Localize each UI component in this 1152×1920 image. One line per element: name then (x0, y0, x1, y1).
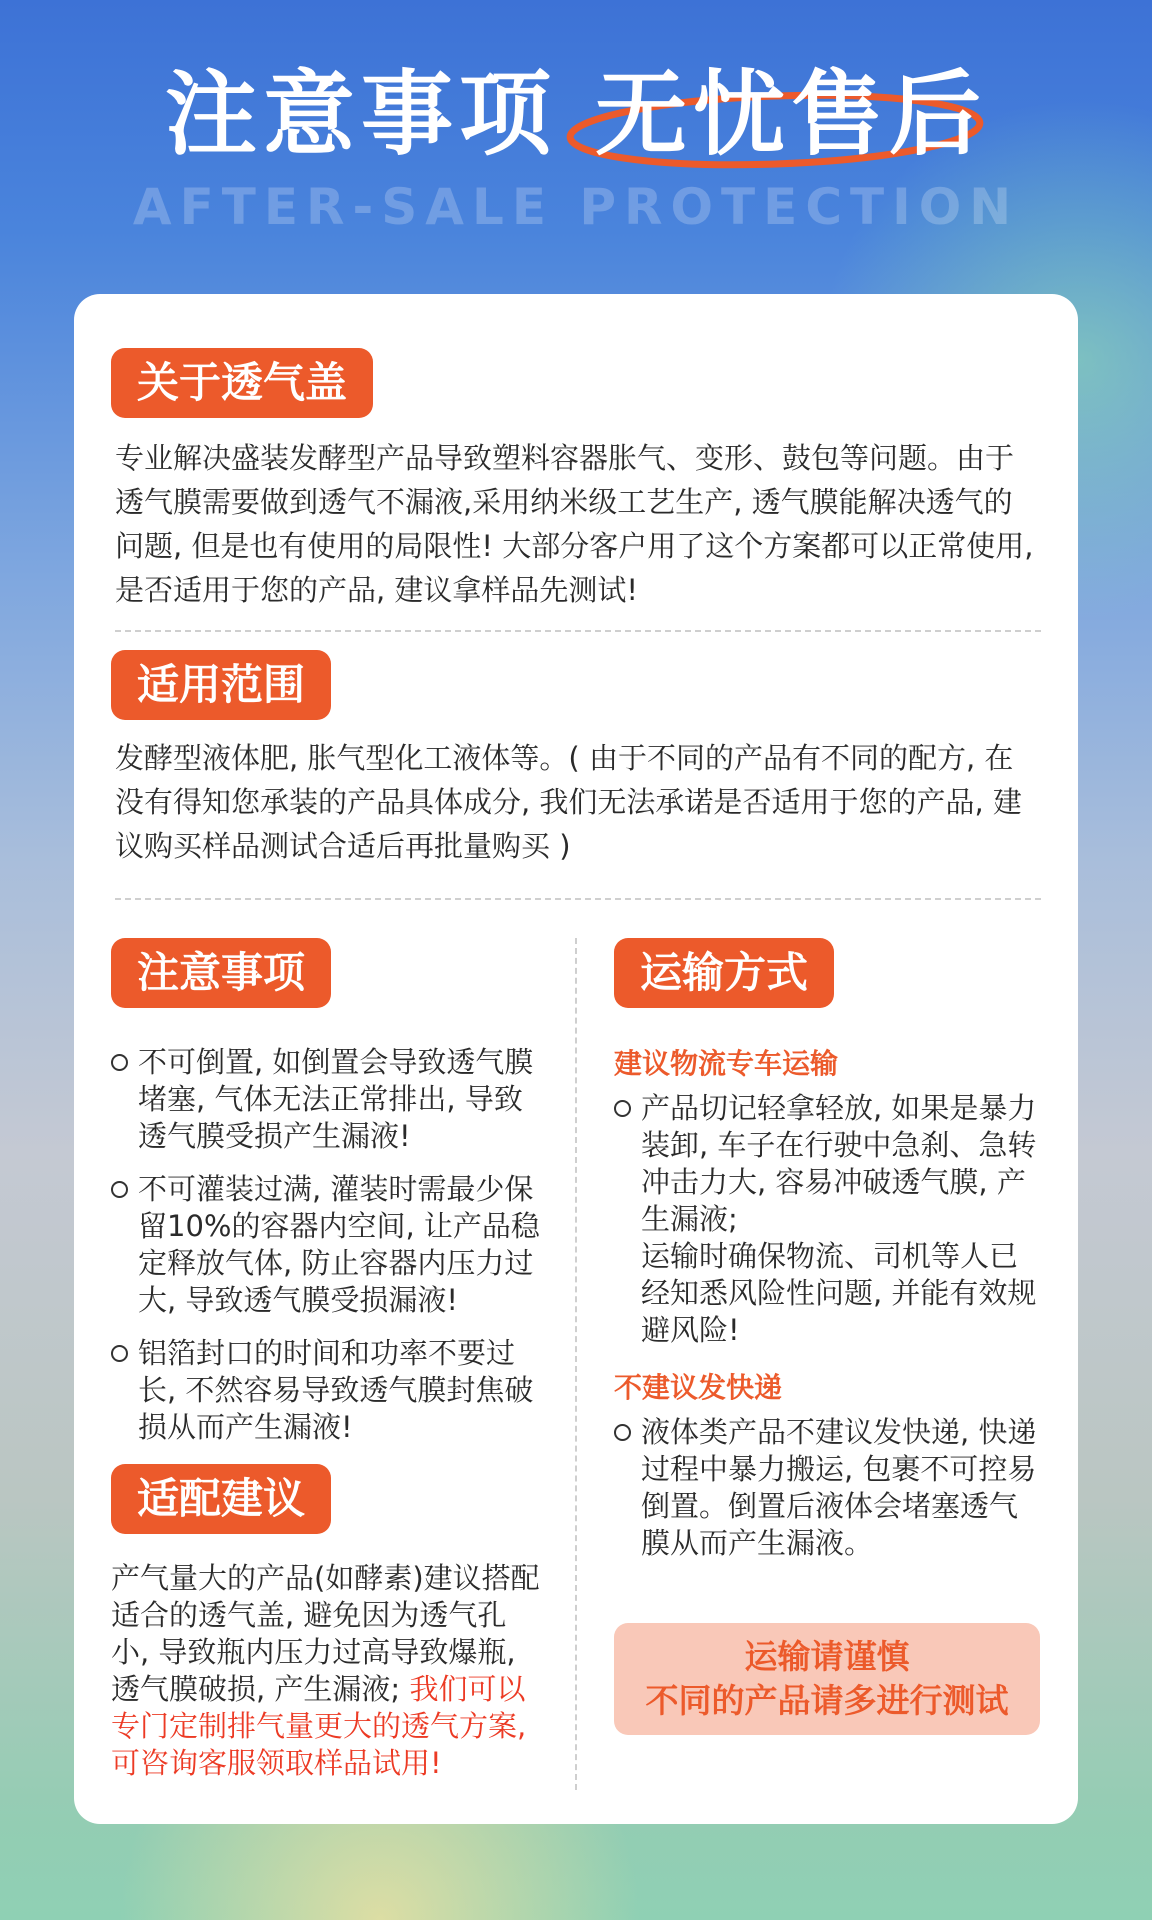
list-item-text: 运输时确保物流、司机等人已经知悉风险性问题, 并能有效规避风险! (641, 1239, 1037, 1347)
list-item-continuation (614, 1238, 1042, 1349)
page-subtitle: AFTER-SALE PROTECTION (132, 178, 1020, 236)
column-divider (575, 938, 577, 1790)
title-highlight-wrap (595, 60, 987, 170)
title-highlight: 无忧售后 (595, 61, 988, 168)
list-item (111, 1044, 543, 1155)
notice-line-1: 运输请谨慎 (744, 1637, 910, 1676)
not-recommend-title: 不建议发快递 (614, 1371, 783, 1404)
circle-bullet-icon (111, 1345, 128, 1362)
content-card (74, 294, 1078, 1824)
list-item (111, 1171, 543, 1319)
recommend-title: 建议物流专车运输 (614, 1047, 839, 1080)
section-tag-notes: 注意事项 (111, 938, 331, 1008)
notes-list (111, 1044, 543, 1462)
scope-text: 发酵型液体肥, 胀气型化工液体等。( 由于不同的产品有不同的配方, 在没有得知您承装的产品具体成分, 我们无法承诺是否适用于您的产品, 建议购买样品测试合适后再批量购买 ) (115, 741, 1022, 863)
fit-highlight-text: 我们可以专门定制排气量更大的透气方案, 可咨询客服领取样品试用! (111, 1672, 527, 1780)
page-title (0, 60, 1152, 170)
shipping-notice-box (614, 1623, 1040, 1735)
list-item-text: 不可灌装过满, 灌装时需最少保留10%的容器内空间, 让产品稳定释放气体, 防止容器内压力过大, 导致透气膜受损漏液! (138, 1172, 540, 1317)
list-item (614, 1414, 1042, 1562)
list-item-text: 产品切记轻拿轻放, 如果是暴力装卸, 车子在行驶中急刹、急转冲击力大, 容易冲破透气膜, 产生漏液; (641, 1091, 1037, 1236)
list-item-text: 铝箔封口的时间和功率不要过长, 不然容易导致透气膜封焦破损从而产生漏液! (138, 1336, 534, 1444)
list-item-text: 液体类产品不建议发快递, 快递过程中暴力搬运, 包裹不可控易倒置。倒置后液体会堵塞透气膜从而产生漏液。 (641, 1415, 1037, 1560)
recommend-list (614, 1090, 1042, 1365)
section-tag-shipping: 运输方式 (614, 938, 834, 1008)
circle-bullet-icon (111, 1181, 128, 1198)
list-item (111, 1335, 543, 1446)
circle-bullet-icon (614, 1424, 631, 1441)
title-main: 注意事项 (164, 61, 557, 168)
section-tag-scope: 适用范围 (111, 650, 331, 720)
circle-bullet-icon (614, 1100, 631, 1117)
divider (115, 630, 1041, 632)
fit-text: 产气量大的产品(如酵素)建议搭配适合的透气盖, 避免因为透气孔小, 导致瓶内压力过高导致爆瓶, 透气膜破损, 产生漏液; (111, 1561, 540, 1706)
list-item-text: 不可倒置, 如倒置会导致透气膜堵塞, 气体无法正常排出, 导致透气膜受损产生漏液! (138, 1045, 534, 1153)
list-item (614, 1090, 1042, 1238)
section-tag-fit: 适配建议 (111, 1464, 331, 1534)
fit-text-block (111, 1560, 543, 1782)
section-tag-about: 关于透气盖 (111, 348, 373, 418)
circle-bullet-icon (111, 1054, 128, 1071)
about-text: 专业解决盛装发酵型产品导致塑料容器胀气、变形、鼓包等问题。由于透气膜需要做到透气不漏液,采用纳米级工艺生产, 透气膜能解决透气的问题, 但是也有使用的局限性! 大部分客户用了这个方案都可以正常使用, 是否适用于您的产品, 建议拿样品先测试! (115, 441, 1034, 607)
not-recommend-list (614, 1414, 1042, 1578)
notice-line-2: 不同的产品请多进行测试 (645, 1681, 1009, 1720)
divider (115, 898, 1041, 900)
